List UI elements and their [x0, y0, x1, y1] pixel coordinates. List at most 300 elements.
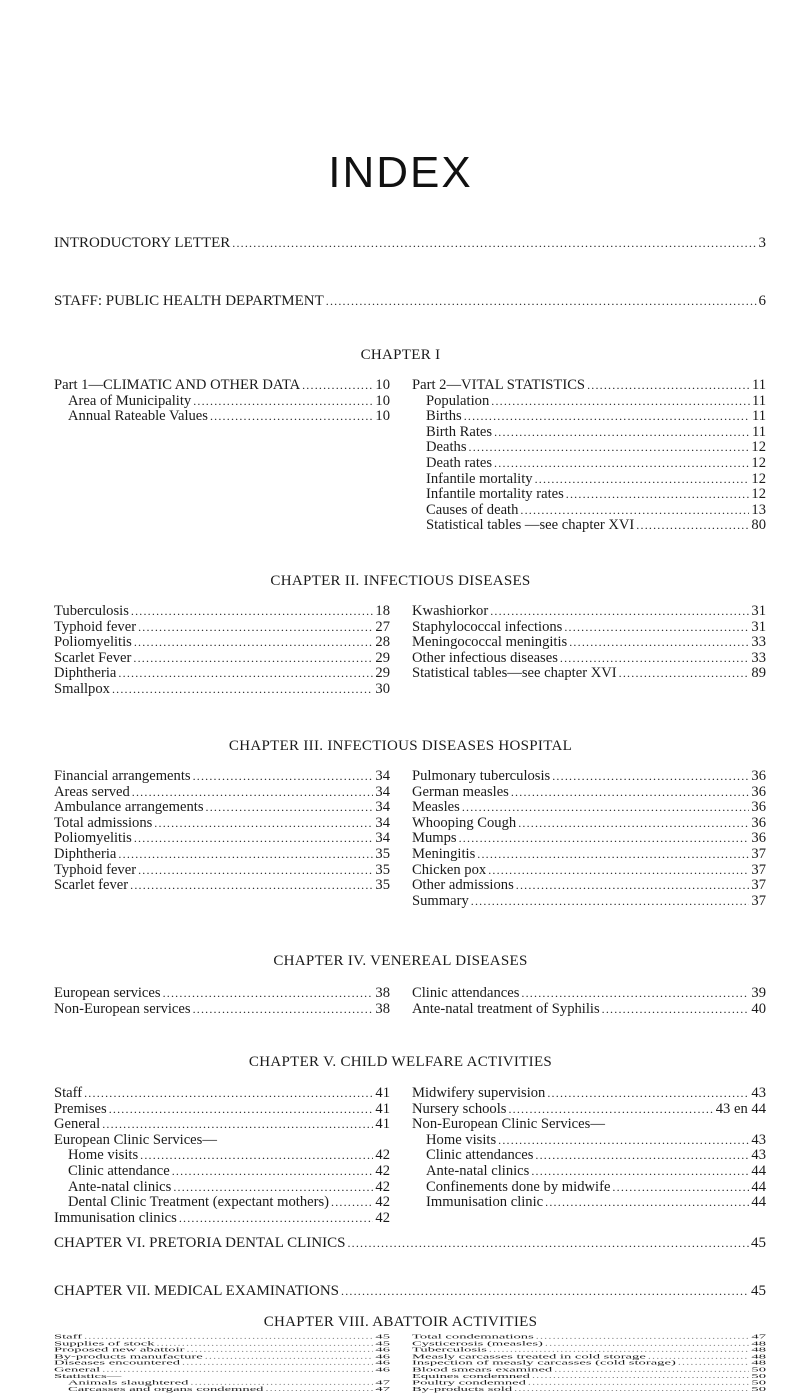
entry-page: 48 — [751, 1353, 766, 1360]
entry-label: Tuberculosis — [54, 603, 129, 619]
entry-page: 48 — [751, 1346, 766, 1354]
toc-entry — [54, 785, 390, 801]
entry-label: Whooping Cough — [412, 814, 517, 831]
leader-dots — [131, 604, 374, 620]
entry-page: 11 — [751, 423, 766, 440]
chapter-1-left — [54, 378, 390, 425]
chapter-4-left — [54, 986, 390, 1017]
toc-entry — [412, 785, 766, 801]
toc-entry — [54, 986, 390, 1002]
entry-label: Inspection of measly carcasses (cold storage) — [412, 1359, 676, 1367]
toc-entry-introductory-letter — [54, 236, 766, 252]
entry-label: Scarlet fever — [54, 877, 129, 894]
leader-dots — [508, 1102, 713, 1118]
entry-page: 45 — [751, 1283, 766, 1299]
entry-page: 41 — [375, 1116, 390, 1133]
entry-page: 48 — [751, 1359, 766, 1367]
entry-page: 10 — [375, 377, 390, 393]
entry-page: 37 — [751, 845, 766, 862]
leader-dots — [459, 831, 750, 847]
entry-label: Statistics— — [54, 1372, 122, 1380]
entry-page: 27 — [375, 618, 390, 635]
toc-entry — [412, 878, 766, 894]
chapter-5-heading: CHAPTER V. CHILD WELFARE ACTIVITIES — [248, 1054, 553, 1070]
toc-entry — [54, 409, 390, 425]
toc-entry — [54, 831, 390, 847]
leader-dots — [490, 604, 749, 620]
leader-dots — [477, 847, 749, 863]
entry-label: Tuberculosis — [412, 1346, 487, 1354]
leader-dots — [547, 1086, 749, 1102]
chapter-8-left — [54, 1334, 390, 1393]
chapter-8-heading: CHAPTER VIII. ABATTOIR ACTIVITIES — [263, 1314, 538, 1330]
entry-page: 35 — [375, 861, 390, 878]
toc-entry — [412, 894, 766, 910]
toc-entry — [412, 409, 766, 425]
toc-entry — [412, 394, 766, 410]
entry-label: Chicken pox — [412, 861, 487, 878]
toc-entry — [412, 1386, 766, 1393]
entry-label: Pulmonary tuberculosis — [412, 768, 551, 784]
entry-page: 36 — [751, 830, 766, 847]
entry-label: Smallpox — [54, 680, 110, 697]
entry-label: Ambulance arrangements — [54, 799, 204, 816]
entry-label: Dental Clinic Treatment (expectant mothers) — [68, 1194, 329, 1211]
entry-page: 41 — [375, 1085, 390, 1101]
entry-label: Home visits — [68, 1147, 139, 1164]
entry-label: Supplies of stock — [54, 1340, 155, 1347]
toc-entry — [412, 831, 766, 847]
chapter-5-left — [54, 1086, 390, 1226]
leader-dots — [232, 236, 756, 252]
entry-page: 11 — [751, 408, 766, 425]
leader-dots — [511, 785, 750, 801]
toc-entry — [54, 1102, 390, 1118]
entry-label: General — [54, 1116, 101, 1133]
entry-page: 39 — [751, 985, 766, 1001]
leader-dots — [488, 863, 749, 879]
entry-page: 33 — [751, 649, 766, 666]
toc-entry — [54, 1148, 390, 1164]
entry-page: 35 — [375, 877, 390, 894]
toc-entry — [54, 378, 390, 394]
leader-dots — [193, 769, 374, 785]
entry-page: 28 — [375, 634, 390, 651]
entry-label: Births — [426, 408, 462, 425]
entry-page: 3 — [758, 235, 766, 251]
chapter-1-right — [412, 378, 766, 534]
chapter-2-right — [412, 604, 766, 682]
entry-page: 37 — [751, 892, 766, 909]
toc-entry — [412, 425, 766, 441]
leader-dots — [133, 651, 373, 667]
entry-label: Ante-natal treatment of Syphilis — [412, 1000, 600, 1017]
leader-dots — [612, 1180, 749, 1196]
toc-entry — [54, 635, 390, 651]
toc-entry — [412, 620, 766, 636]
toc-entry — [412, 1002, 766, 1018]
toc-entry — [412, 487, 766, 503]
entry-label: Animals slaughtered — [68, 1379, 189, 1387]
entry-label: Part 1—CLIMATIC AND OTHER DATA — [54, 377, 301, 393]
leader-dots — [471, 894, 750, 910]
leader-dots — [494, 425, 750, 441]
entry-label: Premises — [54, 1100, 107, 1117]
entry-page: 47 — [375, 1385, 390, 1393]
entry-label: Ante-natal clinics — [426, 1162, 530, 1179]
toc-entry — [412, 1195, 766, 1211]
entry-page: 80 — [751, 517, 766, 534]
toc-entry — [412, 635, 766, 651]
entry-label: Nursery schools — [412, 1100, 507, 1117]
toc-entry — [54, 863, 390, 879]
entry-page: 42 — [375, 1147, 390, 1164]
leader-dots — [545, 1195, 749, 1211]
leader-dots — [564, 620, 749, 636]
leader-dots — [102, 1367, 373, 1374]
entry-page: 11 — [751, 377, 766, 393]
toc-entry-chapter-7 — [54, 1284, 766, 1300]
entry-page: 50 — [751, 1385, 766, 1393]
chapter-6-entry-block — [54, 1236, 766, 1252]
entry-page: 42 — [375, 1209, 390, 1226]
chapter-3-heading: CHAPTER III. INFECTIOUS DISEASES HOSPITAL — [228, 738, 573, 754]
entry-label: Measles — [412, 799, 460, 816]
entry-label: Typhoid fever — [54, 861, 137, 878]
entry-label: Blood smears examined — [412, 1366, 553, 1374]
entry-page: 34 — [375, 830, 390, 847]
entry-label: Staff — [54, 1333, 83, 1341]
entry-label: Immunisation clinics — [54, 1209, 177, 1226]
entry-label: Annual Rateable Values — [68, 408, 208, 425]
leader-dots — [102, 1117, 373, 1133]
entry-label: CHAPTER VI. PRETORIA DENTAL CLINICS — [54, 1235, 346, 1251]
entry-page: 34 — [375, 768, 390, 784]
entry-page: 42 — [375, 1194, 390, 1211]
entry-label: Staff — [54, 1085, 83, 1101]
toc-entry — [412, 769, 766, 785]
entry-page: 47 — [751, 1333, 766, 1341]
entry-page: 48 — [751, 1340, 766, 1347]
entry-label: By-products manufacture — [54, 1353, 203, 1360]
entry-page: 45 — [751, 1235, 766, 1251]
entry-label: Cysticerosis (measles) — [412, 1340, 543, 1347]
chapter-5-right — [412, 1086, 766, 1211]
entry-page: 37 — [751, 861, 766, 878]
entry-page: 36 — [751, 814, 766, 831]
leader-dots — [602, 1002, 750, 1018]
entry-page: 34 — [375, 814, 390, 831]
toc-entry — [54, 394, 390, 410]
leader-dots — [132, 785, 374, 801]
toc-entry — [412, 1180, 766, 1196]
intro-entry-block — [54, 236, 766, 252]
leader-dots — [464, 409, 750, 425]
entry-page: 11 — [751, 392, 766, 409]
entry-label: European Clinic Services— — [54, 1131, 217, 1148]
toc-subheading — [412, 1117, 766, 1133]
entry-page: 45 — [375, 1340, 390, 1347]
page-title: INDEX — [328, 148, 473, 197]
toc-entry — [412, 456, 766, 472]
entry-label: Causes of death — [426, 501, 519, 518]
toc-entry — [412, 1086, 766, 1102]
leader-dots — [341, 1284, 749, 1300]
entry-page: 18 — [375, 603, 390, 619]
entry-label: German measles — [412, 783, 509, 800]
entry-page: 36 — [751, 768, 766, 784]
leader-dots — [531, 1164, 749, 1180]
entry-label: INTRODUCTORY LETTER — [54, 235, 231, 251]
entry-label: Total admissions — [54, 814, 153, 831]
entry-label: Clinic attendance — [68, 1162, 170, 1179]
entry-page: 43 — [751, 1085, 766, 1101]
toc-subheading — [54, 1133, 390, 1149]
toc-entry — [54, 1180, 390, 1196]
toc-entry — [412, 1102, 766, 1118]
entry-label: Financial arrangements — [54, 768, 191, 784]
entry-page: 10 — [375, 392, 390, 409]
entry-label: Clinic attendances — [426, 1147, 534, 1164]
entry-label: Area of Municipality — [68, 392, 192, 409]
leader-dots — [118, 666, 373, 682]
leader-dots — [193, 1002, 374, 1018]
entry-page: 89 — [751, 665, 766, 682]
chapter-4-right — [412, 986, 766, 1017]
leader-dots — [138, 620, 373, 636]
leader-dots — [535, 472, 750, 488]
entry-page: 12 — [751, 439, 766, 456]
entry-label: Measly carcasses treated in cold storage — [412, 1353, 646, 1360]
entry-label: Kwashiorkor — [412, 603, 489, 619]
toc-entry — [412, 800, 766, 816]
toc-entry — [54, 1002, 390, 1018]
entry-page: 29 — [375, 665, 390, 682]
entry-page: 34 — [375, 799, 390, 816]
toc-entry — [54, 682, 390, 698]
chapter-2-left — [54, 604, 390, 698]
entry-page: 46 — [375, 1346, 390, 1354]
leader-dots — [520, 503, 749, 519]
entry-label: Staphylococcal infections — [412, 618, 563, 635]
leader-dots — [494, 456, 749, 472]
leader-dots — [265, 1386, 373, 1393]
entry-page: 47 — [375, 1379, 390, 1387]
entry-label: General — [54, 1366, 101, 1374]
toc-entry — [54, 1211, 390, 1227]
entry-page: 44 — [751, 1194, 766, 1211]
toc-entry — [54, 878, 390, 894]
entry-page: 50 — [751, 1372, 766, 1380]
leader-dots — [154, 816, 373, 832]
leader-dots — [566, 487, 750, 503]
entry-label: Diseases encountered — [54, 1359, 181, 1367]
entry-label: Meningococcal meningitis — [412, 634, 568, 651]
leader-dots — [587, 378, 750, 394]
toc-entry — [412, 651, 766, 667]
chapter-3-right — [412, 769, 766, 909]
entry-page: 12 — [751, 470, 766, 487]
leader-dots — [138, 863, 373, 879]
leader-dots — [347, 1236, 749, 1252]
leader-dots — [491, 394, 750, 410]
leader-dots — [112, 682, 373, 698]
toc-entry — [54, 1164, 390, 1180]
entry-label: Other infectious diseases — [412, 649, 558, 666]
entry-page: 40 — [751, 1000, 766, 1017]
entry-page: 6 — [758, 293, 766, 309]
toc-entry — [54, 816, 390, 832]
entry-label: Immunisation clinic — [426, 1194, 544, 1211]
toc-entry — [54, 769, 390, 785]
leader-dots — [560, 651, 750, 667]
entry-page: 30 — [375, 680, 390, 697]
entry-page: 46 — [375, 1366, 390, 1374]
entry-label: Areas served — [54, 783, 130, 800]
staff-entry-block — [54, 294, 766, 310]
entry-label: Home visits — [426, 1131, 497, 1148]
toc-entry — [412, 378, 766, 394]
chapter-2-heading: CHAPTER II. INFECTIOUS DISEASES — [270, 573, 531, 589]
toc-entry — [54, 604, 390, 620]
toc-entry — [54, 847, 390, 863]
chapter-7-entry-block — [54, 1284, 766, 1300]
leader-dots — [469, 440, 750, 456]
leader-dots — [179, 1211, 374, 1227]
entry-label: Mumps — [412, 830, 457, 847]
leader-dots — [163, 986, 374, 1002]
toc-entry — [412, 1133, 766, 1149]
entry-label: Statistical tables—see chapter XVI — [412, 665, 617, 682]
entry-label: Clinic attendances — [412, 985, 520, 1001]
toc-entry — [54, 800, 390, 816]
entry-page: 44 — [751, 1178, 766, 1195]
entry-label: Deaths — [426, 439, 467, 456]
toc-entry — [412, 440, 766, 456]
entry-page: 12 — [751, 454, 766, 471]
leader-dots — [498, 1133, 749, 1149]
entry-page: 12 — [751, 486, 766, 503]
entry-label: Diphtheria — [54, 845, 117, 862]
entry-page: 29 — [375, 649, 390, 666]
toc-entry — [412, 518, 766, 534]
leader-dots — [552, 769, 749, 785]
entry-label: Poliomyelitis — [54, 830, 132, 847]
leader-dots — [569, 635, 749, 651]
leader-dots — [636, 518, 749, 534]
leader-dots — [130, 878, 373, 894]
toc-entry — [412, 604, 766, 620]
toc-entry — [412, 986, 766, 1002]
entry-page: 31 — [751, 603, 766, 619]
entry-label: Infantile mortality rates — [426, 486, 564, 503]
leader-dots — [134, 635, 374, 651]
entry-label: STAFF: PUBLIC HEALTH DEPARTMENT — [54, 293, 324, 309]
entry-label: Summary — [412, 892, 469, 909]
toc-entry — [412, 666, 766, 682]
entry-label: Ante-natal clinics — [68, 1178, 172, 1195]
entry-label: Non-European services — [54, 1000, 191, 1017]
entry-label: Part 2—VITAL STATISTICS — [412, 377, 586, 393]
leader-dots — [140, 1148, 373, 1164]
entry-page: 34 — [375, 783, 390, 800]
toc-entry — [412, 472, 766, 488]
entry-label: CHAPTER VII. MEDICAL EXAMINATIONS — [54, 1283, 339, 1299]
entry-label: Population — [426, 392, 490, 409]
leader-dots — [535, 1148, 749, 1164]
toc-entry — [54, 620, 390, 636]
entry-page: 35 — [375, 845, 390, 862]
entry-label: Birth Rates — [426, 423, 493, 440]
leader-dots — [518, 816, 749, 832]
leader-dots — [193, 394, 373, 410]
leader-dots — [331, 1195, 373, 1211]
entry-page: 36 — [751, 783, 766, 800]
toc-entry — [54, 651, 390, 667]
entry-page: 37 — [751, 877, 766, 894]
entry-label: Typhoid fever — [54, 618, 137, 635]
toc-entry — [412, 847, 766, 863]
entry-page: 42 — [375, 1178, 390, 1195]
leader-dots — [84, 1086, 373, 1102]
toc-entry — [54, 1195, 390, 1211]
toc-entry — [54, 1386, 390, 1393]
entry-label: Diphtheria — [54, 665, 117, 682]
entry-label: Meningitis — [412, 845, 476, 862]
toc-entry — [412, 1164, 766, 1180]
entry-label: Statistical tables —see chapter XVI — [426, 517, 635, 534]
entry-label: Proposed new abattoir — [54, 1346, 185, 1354]
leader-dots — [516, 878, 750, 894]
chapter-8-right — [412, 1334, 766, 1393]
chapter-4-heading: CHAPTER IV. VENEREAL DISEASES — [273, 953, 528, 969]
entry-page: 10 — [375, 408, 390, 425]
entry-label: Infantile mortality — [426, 470, 533, 487]
entry-page: 33 — [751, 634, 766, 651]
entry-label: Total condemnations — [412, 1333, 534, 1341]
entry-label: Poultry condemned — [412, 1379, 526, 1387]
toc-entry — [412, 816, 766, 832]
leader-dots — [172, 1164, 374, 1180]
leader-dots — [206, 800, 374, 816]
entry-label: By-products sold — [412, 1385, 513, 1393]
entry-label: Scarlet Fever — [54, 649, 132, 666]
leader-dots — [302, 378, 373, 394]
entry-label: Carcasses and organs condemned — [68, 1385, 264, 1393]
entry-page: 45 — [375, 1333, 390, 1341]
chapter-1-heading: CHAPTER I — [360, 347, 441, 363]
entry-page: 13 — [751, 501, 766, 518]
leader-dots — [462, 800, 750, 816]
chapter-3-left — [54, 769, 390, 894]
entry-page: 36 — [751, 799, 766, 816]
entry-label: Poliomyelitis — [54, 634, 132, 651]
leader-dots — [521, 986, 749, 1002]
leader-dots — [109, 1102, 374, 1118]
toc-entry — [412, 1148, 766, 1164]
entry-label: European services — [54, 985, 161, 1001]
leader-dots — [173, 1180, 373, 1196]
toc-entry — [54, 666, 390, 682]
leader-dots — [326, 294, 757, 310]
leader-dots — [514, 1386, 749, 1393]
entry-page: 41 — [375, 1100, 390, 1117]
entry-page: 43 en 44 — [715, 1100, 766, 1117]
leader-dots — [619, 666, 750, 682]
leader-dots — [118, 847, 373, 863]
entry-label: Equines condemned — [412, 1372, 530, 1380]
entry-page: 43 — [751, 1147, 766, 1164]
